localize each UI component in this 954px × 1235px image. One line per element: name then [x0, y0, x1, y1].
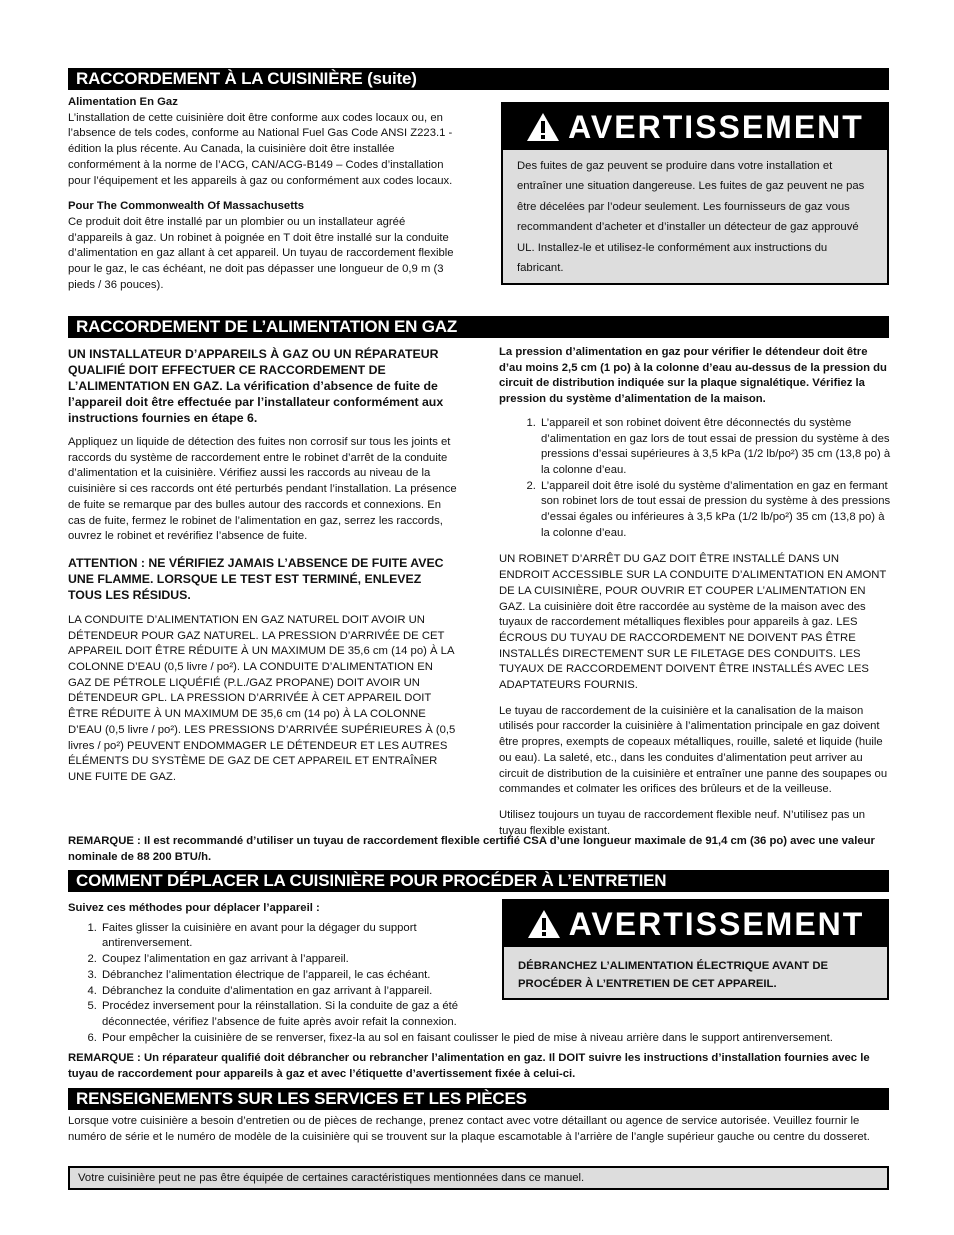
section-header-deplacer: COMMENT DÉPLACER LA CUISINIÈRE POUR PROCÉDER À L’ENTRETIEN [68, 870, 889, 892]
list-item: 1. L’appareil et son robinet doivent être déconnectés du système d’alimentation en gaz lors de tout essai de pression du système à des pressions d’essai supérieures à 3,5 kPa (1/2 lb/po²) 35 cm (13,8 po) à la colonne d’eau. [539, 416, 891, 479]
paragraph: Ce produit doit être installé par un plombier ou un installateur agréé d’appareils à gaz. Un robinet à poignée en T doit être installé sur la conduite d’alimentation en gaz allant à cet appareil. Un tuyau de raccordement flexible pour le gaz, le cas échéant, ne doit pas dépasser une longueur de 0,9 m (3 pieds / 36 pouces). [68, 215, 454, 291]
list-item: 3. Débranchez l’alimentation électrique de l’appareil, le cas échéant. [100, 968, 493, 984]
alimentation-gaz-block [68, 95, 460, 293]
pressure-test-list [499, 416, 891, 542]
left-column [68, 346, 458, 786]
paragraph-attention: ATTENTION : NE VÉRIFIEZ JAMAIS L’ABSENCE DE FUITE AVEC UNE FLAMME. LORSQUE LE TEST EST TERMINÉ, ENLEVEZ TOUS LES RÉSIDUS. [68, 555, 444, 602]
features-note-box [68, 1166, 889, 1190]
features-note-text: Votre cuisinière peut ne pas être équipée de certaines caractéristiques mentionnées dans ce manuel. [78, 1172, 585, 1184]
warning-box-gas-leak [501, 102, 889, 285]
paragraph-pressure: LA CONDUITE D’ALIMENTATION EN GAZ NATUREL DOIT AVOIR UN DÉTENDEUR POUR GAZ NATUREL. LA PRESSION D’ARRIVÉE DE CET APPAREIL DOIT ÊTRE RÉDUITE À UN MAXIMUM DE 35,6 cm (14 po) À LA COLONNE D’EAU (0,5 livre / po²). LA CONDUITE D’ALIMENTATION EN GAZ DE PÉTROLE LIQUÉFIÉ (P.L./GAZ PROPANE) DOIT AVOIR UN DÉTENDEUR GPL. LA PRESSION D’ARRIVÉE À CET APPAREIL DOIT ÊTRE RÉDUITE À UN MAXIMUM DE 35,6 cm (14 po) À LA COLONNE D’EAU (0,5 livre / po²). LES PRESSIONS D’ARRIVÉE SUPÉRIEURES À (0,5 livres / po²) PEUVENT ENDOMMAGER LE DÉTENDEUR ET LES AUTRES ÉLÉMENTS DU SYSTÈME DE GAZ DE CET APPAREIL ET ENTRAÎNER UNE FUITE DE GAZ. [68, 613, 456, 783]
paragraph-supply-pressure: La pression d’alimentation en gaz pour vérifier le détendeur doit être d’au moins 2,5 cm (1 po) à la colonne d’eau au-dessus de la pression du circuit de distribution indiquée sur la plaque signalétique. Vérifiez la pression du système d’alimentation de la maison. [499, 346, 887, 406]
move-intro: Suivez ces méthodes pour déplacer l’appareil : [68, 902, 320, 914]
sub-heading: Alimentation En Gaz [68, 96, 178, 108]
paragraph-new-hose: Utilisez toujours un tuyau de raccordement flexible neuf. N’utilisez pas un tuyau flexible existant. [499, 808, 866, 837]
warning-text: Des fuites de gaz peuvent se produire dans votre installation et entraîner une situation dangereuse. Les fuites de gaz peuvent ne pas être décelées par l’odeur seulement. Les fournisseurs de gaz vous recommandent d’acheter et d’installer un détecteur de gaz approuvé UL. Installez-le et utilisez-le conformément aux instructions du fabricant. [517, 160, 865, 275]
warning-header [504, 901, 887, 947]
sub-heading: Pour The Commonwealth Of Massachusetts [68, 200, 305, 213]
warning-text: DÉBRANCHEZ L’ALIMENTATION ÉLECTRIQUE AVANT DE PROCÉDER À L’ENTRETIEN DE CET APPAREIL. [518, 960, 829, 990]
paragraph-clean-pipe: Le tuyau de raccordement de la cuisinière et la canalisation de la maison utilisés pour raccorder la cuisinière à l’alimentation principale en gaz doivent être propres, exempts de copeaux métalliques, rouille, saleté et liquide (huile ou eau). La saleté, etc., dans les conduites d’alimentation peut arriver au circuit de distribution de la cuisinière et entraîner une panne des soupapes ou commandes et colmater les orifices des brûleurs et de la veilleuse. [499, 704, 888, 796]
remarque-hose: REMARQUE : Il est recommandé d’utiliser un tuyau de raccordement flexible certifié CSA d’une longueur maximale de 91,4 cm (36 po) avec une valeur nominale de 88 200 BTU/h. [68, 835, 875, 863]
warning-triangle-icon [527, 909, 561, 939]
warning-triangle-icon [526, 112, 560, 142]
list-item: 5. Procédez inversement pour la réinstallation. Si la conduite de gaz a été déconnectée, vérifiez l’absence de fuite après avoir refait la connexion. [100, 999, 493, 1030]
list-item: 4. Débranchez la conduite d’alimentation en gaz arrivant à l’appareil. [100, 984, 493, 1000]
warning-title: AVERTISSEMENT [568, 108, 864, 145]
list-item: 6. Pour empêcher la cuisinière de se renverser, fixez-la au sol en faisant coulisser le pied de mise à niveau arrière dans le support antirenversement. [100, 1031, 902, 1047]
warning-title: AVERTISSEMENT [568, 905, 865, 942]
list-item: 2. Coupez l’alimentation en gaz arrivant à l’appareil. [100, 952, 493, 968]
section-header-raccordement-suite: RACCORDEMENT À LA CUISINIÈRE (suite) [68, 68, 889, 90]
list-item: 1. Faites glisser la cuisinière en avant pour la dégager du support antirenversement. [100, 921, 493, 952]
paragraph: L’installation de cette cuisinière doit être conforme aux codes locaux ou, en l’absence de tels codes, conforme au National Fuel Gas Code ANSI Z223.1 - édition la plus récente. Au Canada, la cuisinière doit être installée conformément à la norme de l’ACG, CAN/ACG-B149 – Codes d’installation pour l’équipement et les appareils à gaz ou conformément aux codes locaux. [68, 111, 453, 187]
paragraph-leak-test: Appliquez un liquide de détection des fuites non corrosif sur tous les joints et raccords du système de raccordement entre le robinet d’arrêt de la conduite d’alimentation et la cuisinière. Vérifiez aussi les raccords au niveau de la cuisinière si ces raccords ont été perturbés pendant l’installation. La présence de fuite se remarque par des bulles autour des raccords et connexions. En cas de fuite, fermez le robinet de l’alimentation en gaz, serrez les raccords, ouvrez le robinet et revérifiez l’absence de fuite. [68, 436, 457, 543]
remarque-service: REMARQUE : Un réparateur qualifié doit débrancher ou rebrancher l’alimentation en gaz. Il DOIT suivre les instructions d’installation fournies avec le tuyau de raccordement pour appareils à gaz et avec l’étiquette d’avertissement fixée à celui-ci. [68, 1052, 870, 1080]
section-header-alimentation-gaz: RACCORDEMENT DE L’ALIMENTATION EN GAZ [68, 316, 889, 338]
warning-box-electrical [502, 899, 889, 1000]
right-column [499, 345, 891, 839]
paragraph-shutoff-valve: UN ROBINET D’ARRÊT DU GAZ DOIT ÊTRE INSTALLÉ DANS UN ENDROIT ACCESSIBLE SUR LA CONDUITE D’ALIMENTATION EN AMONT DE LA CUISINIÈRE, POUR OUVRIR ET COUPER L’ALIMENTATION EN GAZ. La cuisinière doit être raccordée au système de la maison avec des tuyaux de raccordement métalliques flexibles pour appareils à gaz. LES ÉCROUS DU TUYAU DE RACCORDEMENT NE DOIVENT PAS ÊTRE INSTALLÉS DIRECTEMENT SUR LE FILETAGE DES CONDUITS. LES TUYAUX DE RACCORDEMENT DOIVENT ÊTRE INSTALLÉS AVEC LES ADAPTATEURS FOURNIS. [499, 553, 887, 692]
section-header-services-pieces: RENSEIGNEMENTS SUR LES SERVICES ET LES PIÈCES [68, 1088, 889, 1110]
paragraph-installer: UN INSTALLATEUR D’APPAREILS À GAZ OU UN RÉPARATEUR QUALIFIÉ DOIT EFFECTUER CE RACCORDEMENT DE L’ALIMENTATION EN GAZ. La vérification d’absence de fuite de l’appareil doit être effectuée par l’installateur conformément aux instructions fournies en étape 6. [68, 347, 444, 425]
warning-header [503, 104, 887, 150]
list-item: 2. L’appareil doit être isolé du système d’alimentation en gaz en fermant son robinet lors de tout essai de pression du système à des pressions d’essai égales ou inférieures à 3,5 kPa (1/2 lb/po²) 35 cm (13,8 po) à la colonne d’eau. [539, 479, 891, 542]
service-info-text: Lorsque votre cuisinière a besoin d’entretien ou de pièces de rechange, prenez contact avec votre détaillant ou agence de service autorisée. Veuillez fournir le numéro de série et le numéro de modèle de la cuisinière qui se trouvent sur la plaque escamotable à l’arrière de l’angle supérieur gauche ou centre du dosseret. [68, 1115, 870, 1143]
